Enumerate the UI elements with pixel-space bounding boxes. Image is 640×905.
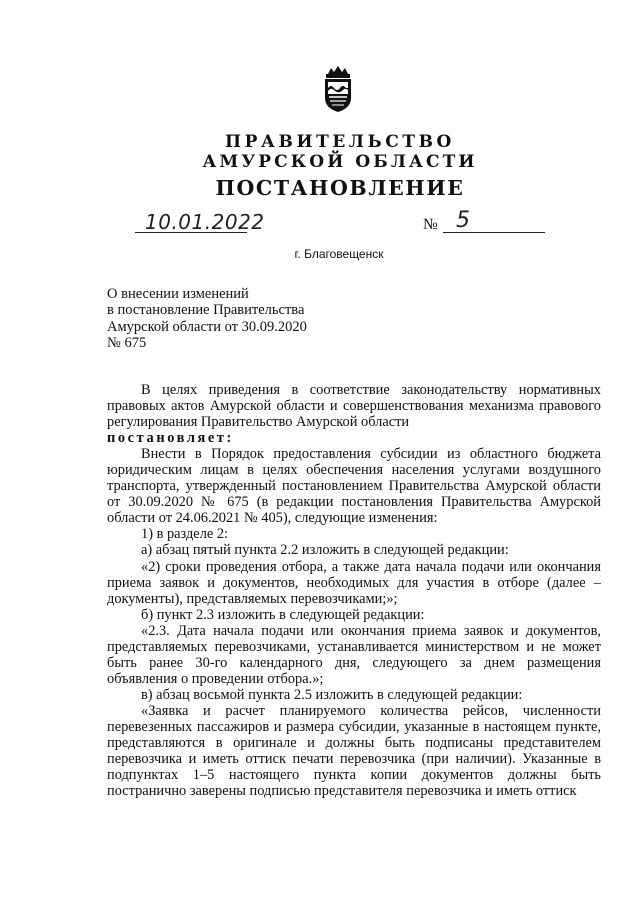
body-paragraph: «2.3. Дата начала подачи или окончания приема заявок и документов, представляемых перевозчиками, устанавливается министерством и не может быть ранее 30-го календарного дня, следующего за днем размещения объявления о проведении отбора.»;: [107, 622, 601, 687]
subject-line: в постановление Правительства: [107, 302, 305, 319]
number-sign: №: [423, 216, 438, 233]
document-number: 5: [456, 208, 470, 233]
coat-of-arms-icon: [320, 64, 356, 114]
body-paragraph: «2) сроки проведения отбора, а также дата начала подачи или окончания приема заявок и документов, необходимых для участия в отборе (далее – документы), представляемых перевозчиками;»;: [107, 558, 601, 607]
subject-line: № 675: [107, 335, 147, 352]
body-paragraph: а) абзац пятый пункта 2.2 изложить в следующей редакции:: [141, 542, 509, 559]
body-paragraph: 1) в разделе 2:: [141, 526, 229, 543]
document-subject: [107, 286, 307, 352]
subject-line: О внесении изменений: [107, 286, 249, 302]
subject-line: Амурской области от 30.09.2020: [107, 318, 307, 335]
government-title: ПРАВИТЕЛЬСТВО: [225, 132, 455, 152]
document-body: [107, 382, 601, 799]
decides-label: постановляет:: [107, 430, 234, 447]
body-paragraph: в) абзац восьмой пункта 2.5 изложить в следующей редакции:: [141, 686, 523, 703]
region-title: АМУРСКОЙ ОБЛАСТИ: [202, 152, 478, 172]
body-paragraph: «Заявка и расчет планируемого количества рейсов, численности перевезенных пассажиров и размера субсидии, указанные в настоящем пункте, представляются в оригинале и должны быть подписаны представителем перевозчика и иметь оттиск печати перевозчика (при наличии). Указанные в подпунктах 1–5 настоящего пункта копии документов должны быть постранично заверены подписью представителя перевозчика и иметь оттиск: [107, 702, 601, 800]
number-underline: [443, 232, 545, 233]
body-paragraph: б) пункт 2.3 изложить в следующей редакции:: [141, 606, 425, 623]
document-type-title: ПОСТАНОВЛЕНИЕ: [215, 176, 465, 200]
city-label: г. Благовещенск: [294, 247, 384, 261]
preamble-paragraph: В целях приведения в соответствие законодательству нормативных правовых актов Амурской области и совершенствования механизма правового регулирования Правительство Амурской области: [107, 382, 601, 431]
date-underline: [135, 232, 247, 233]
body-paragraph: Внести в Порядок предоставления субсидии из областного бюджета юридическим лицам в целях обеспечения населения услугами воздушного транспорта, утвержденный постановлением Правительства Амурской области от 30.09.2020 № 675 (в редакции постановления Правительства Амурской области от 24.06.2021 № 405), следующие изменения:: [107, 446, 601, 527]
document-date: 10.01.2022: [145, 210, 265, 234]
